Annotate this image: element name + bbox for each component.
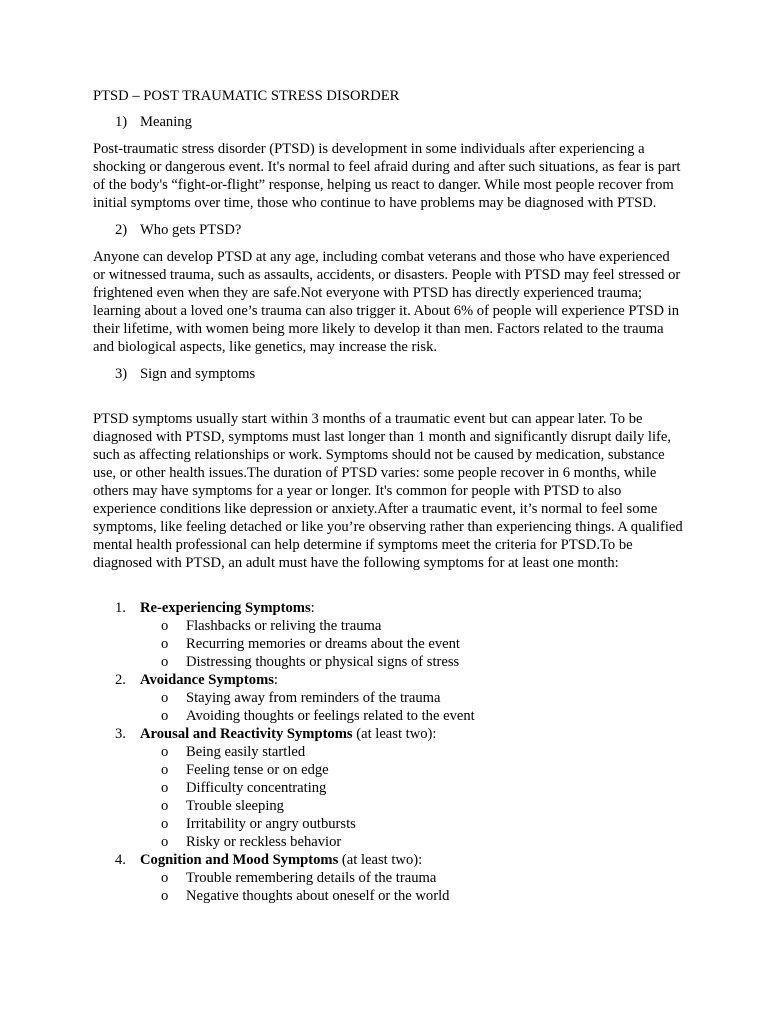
category-number: 2. <box>115 672 126 688</box>
category-suffix: : <box>310 600 315 616</box>
category-label <box>140 599 315 617</box>
symptom-item-list <box>93 743 683 851</box>
symptom-category-heading <box>93 851 683 869</box>
meaning-paragraph: Post-traumatic stress disorder (PTSD) is development in some individuals after experiencing a shocking or dangerous event. It's normal to feel afraid during and after such situations, as fear is part of the body's “fight-or-flight” response, helping us react to danger. While most people recover from initial symptoms over time, those who continue to have problems may be diagnosed with PTSD. <box>93 141 681 211</box>
symptom-category <box>93 671 683 725</box>
symptom-item-text: Irritability or angry outbursts <box>186 816 356 832</box>
bullet-icon: o <box>161 618 169 634</box>
symptom-item <box>93 743 683 761</box>
symptom-category <box>93 599 683 671</box>
sign-and-symptoms-paragraph: PTSD symptoms usually start within 3 months of a traumatic event but can appear later. To be diagnosed with PTSD, symptoms must last longer than 1 month and significantly disrupt daily life, such as affecting relationships or work. Symptoms should not be caused by medication, substance use, or other health issues.The duration of PTSD varies: some people recover in 6 months, while others may have symptoms for a year or longer. It's common for people with PTSD to also experience conditions like depression or anxiety.After a traumatic event, it’s normal to feel some symptoms, like feeling detached or like you’re observing rather than experiencing things. A qualified mental health professional can help determine if symptoms meet the criteria for PTSD.To be diagnosed with PTSD, an adult must have the following symptoms for at least one month: <box>93 411 683 571</box>
category-number: 3. <box>115 726 126 742</box>
section-heading-text: Meaning <box>140 114 192 130</box>
symptom-item-text: Risky or reckless behavior <box>186 834 342 850</box>
category-number: 4. <box>115 852 126 868</box>
document-body <box>93 87 683 905</box>
bullet-icon: o <box>161 636 169 652</box>
bullet-icon: o <box>161 834 169 850</box>
section-number: 2) <box>115 222 128 238</box>
symptom-category-list <box>93 599 683 905</box>
symptom-item-text: Being easily startled <box>186 744 306 760</box>
section-heading-who-gets-ptsd <box>93 221 683 239</box>
bullet-icon: o <box>161 690 169 706</box>
category-name: Avoidance Symptoms <box>140 672 274 688</box>
category-suffix: (at least two): <box>352 726 437 742</box>
who-gets-ptsd-paragraph: Anyone can develop PTSD at any age, including combat veterans and those who have experienced or witnessed trauma, such as assaults, accidents, or disasters. People with PTSD may feel stressed or frightened even when they are safe.Not everyone with PTSD has directly experienced trauma; learning about a loved one’s trauma can also trigger it. About 6% of people will experience PTSD in their lifetime, with women being more likely to develop it than men. Factors related to the trauma and biological aspects, like genetics, may increase the risk. <box>93 249 681 355</box>
symptom-item <box>93 617 683 635</box>
section-heading-meaning <box>93 113 683 131</box>
document-title: PTSD – POST TRAUMATIC STRESS DISORDER <box>93 88 400 104</box>
category-label <box>140 671 278 689</box>
category-name: Re-experiencing Symptoms <box>140 600 311 616</box>
symptom-item <box>93 869 683 887</box>
symptom-category <box>93 851 683 905</box>
bullet-icon: o <box>161 816 169 832</box>
bullet-icon: o <box>161 888 169 904</box>
category-name: Arousal and Reactivity Symptoms <box>140 726 353 742</box>
symptom-item-text: Negative thoughts about oneself or the world <box>186 888 450 904</box>
bullet-icon: o <box>161 654 169 670</box>
symptom-item <box>93 761 683 779</box>
symptom-item-text: Distressing thoughts or physical signs of stress <box>186 654 460 670</box>
category-suffix: (at least two): <box>338 852 423 868</box>
symptom-item-text: Avoiding thoughts or feelings related to the event <box>186 708 475 724</box>
symptom-item <box>93 635 683 653</box>
section-heading-text: Who gets PTSD? <box>140 222 242 238</box>
section-number: 3) <box>115 366 128 382</box>
bullet-icon: o <box>161 798 169 814</box>
bullet-icon: o <box>161 762 169 778</box>
symptom-category <box>93 725 683 851</box>
section-heading-sign-and-symptoms <box>93 365 683 383</box>
symptom-item <box>93 707 683 725</box>
symptom-item-list <box>93 869 683 905</box>
section-heading-text: Sign and symptoms <box>140 366 256 382</box>
symptom-item <box>93 815 683 833</box>
symptom-item-list <box>93 689 683 725</box>
symptom-item <box>93 797 683 815</box>
symptom-category-heading <box>93 599 683 617</box>
symptom-item-list <box>93 617 683 671</box>
category-label <box>140 851 422 869</box>
symptom-item-text: Flashbacks or reliving the trauma <box>186 618 382 634</box>
bullet-icon: o <box>161 744 169 760</box>
category-number: 1. <box>115 600 126 616</box>
spacer <box>93 392 683 410</box>
symptom-item <box>93 887 683 905</box>
category-suffix: : <box>273 672 278 688</box>
symptom-item-text: Recurring memories or dreams about the event <box>186 636 460 652</box>
bullet-icon: o <box>161 708 169 724</box>
category-label <box>140 725 436 743</box>
bullet-icon: o <box>161 780 169 796</box>
symptom-item-text: Difficulty concentrating <box>186 780 327 796</box>
spacer <box>93 581 683 599</box>
category-name: Cognition and Mood Symptoms <box>140 852 339 868</box>
symptom-item <box>93 833 683 851</box>
bullet-icon: o <box>161 870 169 886</box>
symptom-item-text: Feeling tense or on edge <box>186 762 329 778</box>
symptom-item <box>93 653 683 671</box>
symptom-item <box>93 689 683 707</box>
section-number: 1) <box>115 114 128 130</box>
symptom-item <box>93 779 683 797</box>
symptom-category-heading <box>93 671 683 689</box>
symptom-item-text: Staying away from reminders of the trauma <box>186 690 441 706</box>
symptom-category-heading <box>93 725 683 743</box>
symptom-item-text: Trouble sleeping <box>186 798 284 814</box>
symptom-item-text: Trouble remembering details of the trauma <box>186 870 437 886</box>
